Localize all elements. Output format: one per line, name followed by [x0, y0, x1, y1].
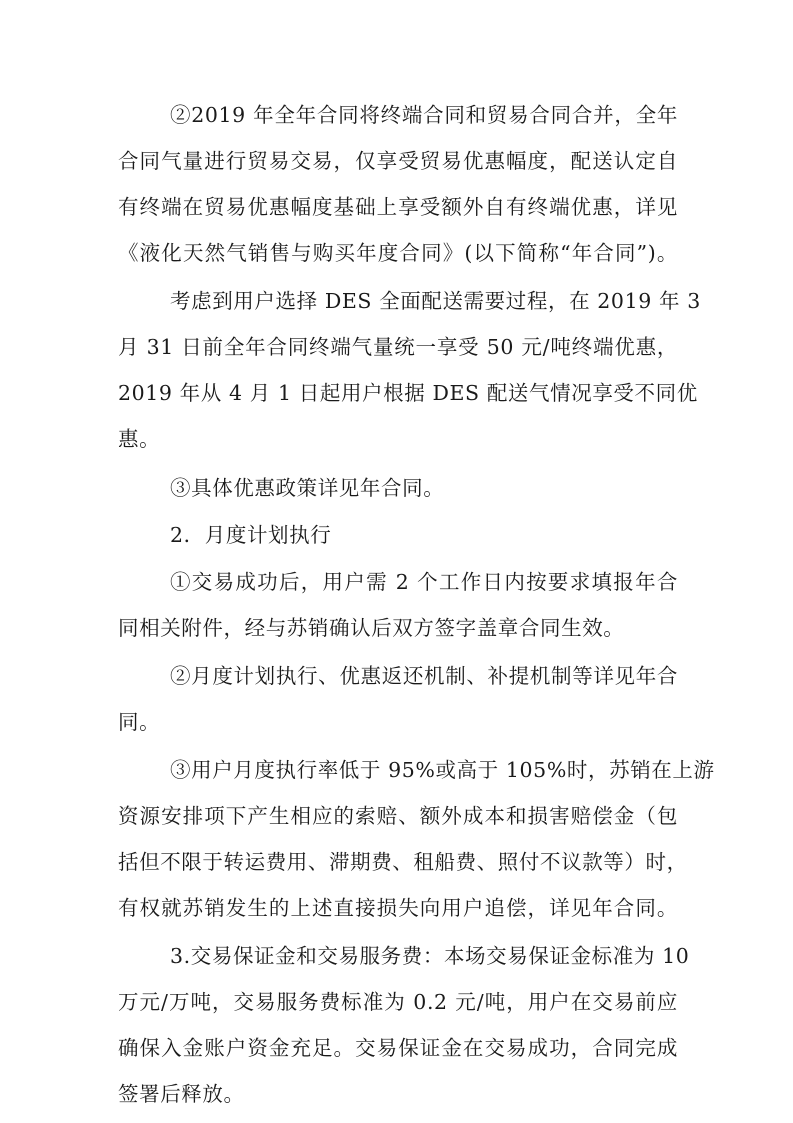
paragraph-line: 3.交易保证金和交易服务费：本场交易保证金标准为 10: [170, 944, 690, 968]
paragraph-line: 2019 年从 4 月 1 日起用户根据 DES 配送气情况享受不同优: [118, 381, 698, 405]
paragraph-line: ③具体优惠政策详见年合同。: [170, 476, 445, 500]
paragraph-line: ③用户月度执行率低于 95%或高于 105%时，苏销在上游: [170, 758, 715, 782]
paragraph-line: ②2019 年全年合同将终端合同和贸易合同合并，全年: [170, 103, 678, 127]
paragraph-line: 月 31 日前全年合同终端气量统一享受 50 元/吨终端优惠，: [118, 335, 678, 359]
paragraph-line: 有终端在贸易优惠幅度基础上享受额外自有终端优惠，详见: [118, 195, 678, 219]
section-heading: 2．月度计划执行: [170, 523, 332, 547]
paragraph-line: 考虑到用户选择 DES 全面配送需要过程，在 2019 年 3: [170, 289, 701, 313]
paragraph-line: ②月度计划执行、优惠返还机制、补提机制等详见年合: [170, 664, 678, 688]
paragraph-line: 同。: [118, 710, 161, 734]
paragraph-line: 同相关附件，经与苏销确认后双方签字盖章合同生效。: [118, 616, 625, 640]
paragraph-line: 合同气量进行贸易交易，仅享受贸易优惠幅度，配送认定自: [118, 149, 678, 173]
paragraph-line: ①交易成功后，用户需 2 个工作日内按要求填报年合: [170, 570, 678, 594]
paragraph-line: 签署后释放。: [118, 1082, 245, 1106]
paragraph-line: 资源安排项下产生相应的索赔、额外成本和损害赔偿金（包: [118, 804, 678, 828]
paragraph-line: 惠。: [118, 427, 161, 451]
paragraph-line: 有权就苏销发生的上述直接损失向用户追偿，详见年合同。: [118, 896, 678, 920]
paragraph-line: 万元/万吨，交易服务费标准为 0.2 元/吨，用户在交易前应: [118, 990, 678, 1014]
paragraph-line: 《液化天然气销售与购买年度合同》(以下简称“年合同”)。: [118, 241, 678, 265]
paragraph-line: 括但不限于转运费用、滞期费、租船费、照付不议款等）时，: [118, 850, 688, 874]
paragraph-line: 确保入金账户资金充足。交易保证金在交易成功，合同完成: [118, 1036, 678, 1060]
